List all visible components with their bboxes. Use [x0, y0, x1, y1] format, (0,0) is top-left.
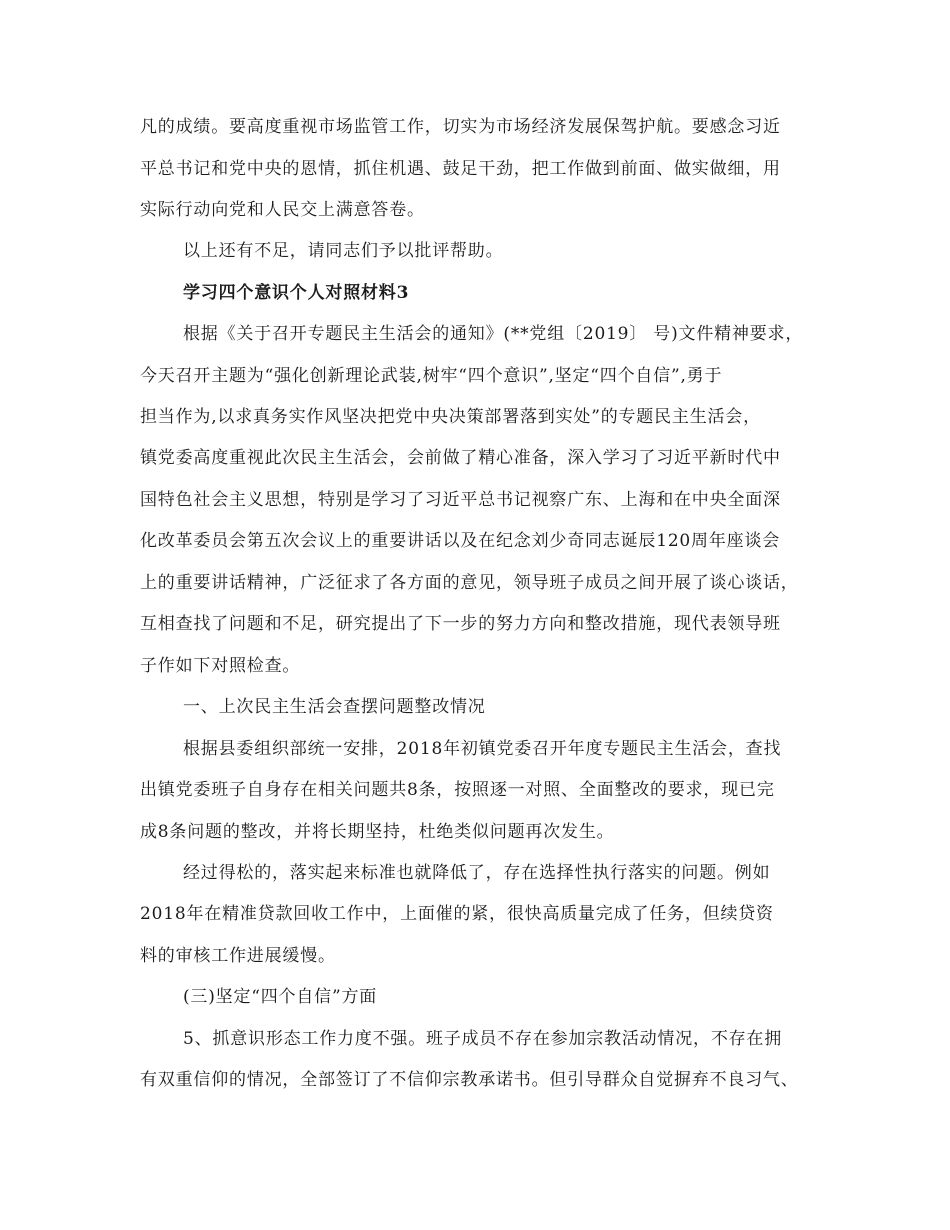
- text-line: 子作如下对照检查。: [140, 656, 301, 676]
- text-line: 成8条问题的整改，并将长期坚持，杜绝类似问题再次发生。: [140, 822, 615, 842]
- text-line: 出镇党委班子自身存在相关问题共8条，按照逐一对照、全面整改的要求，现已完: [140, 780, 775, 800]
- text-line: 互相查找了问题和不足，研究提出了下一步的努力方向和整改措施，现代表领导班: [140, 614, 781, 634]
- text-line: 镇党委高度重视此次民主生活会，会前做了精心准备，深入学习了习近平新时代中: [140, 448, 781, 468]
- text-line: 实际行动向党和人民交上满意答卷。: [140, 200, 425, 220]
- text-line: 以上还有不足，请同志们予以批评帮助。: [183, 241, 504, 261]
- text-line: 料的审核工作进展缓慢。: [140, 946, 336, 966]
- text-line: 上的重要讲话精神，广泛征求了各方面的意见，领导班子成员之间开展了谈心谈话，: [140, 573, 799, 593]
- subsection-heading: (三)坚定“四个自信”方面: [183, 987, 378, 1007]
- text-line: 经过得松的，落实起来标准也就降低了，存在选择性执行落实的问题。例如: [183, 863, 771, 883]
- text-line: 凡的成绩。要高度重视市场监管工作，切实为市场经济发展保驾护航。要感念习近: [140, 117, 781, 137]
- text-line: 化改革委员会第五次会议上的重要讲话以及在纪念刘少奇同志诞辰120周年座谈会: [140, 531, 781, 551]
- text-line: 国特色社会主义思想，特别是学习了习近平总书记视察广东、上海和在中央全面深: [140, 490, 781, 510]
- text-line: 今天召开主题为“强化创新理论武装,树牢“四个意识”,坚定“四个自信”,勇于: [140, 366, 723, 386]
- text-line: 根据《关于召开专题民主生活会的通知》(**党组〔2019〕 号)文件精神要求，: [183, 324, 804, 344]
- text-line: 根据县委组织部统一安排，2018年初镇党委召开年度专题民主生活会，查找: [183, 739, 782, 759]
- text-line: 5、抓意识形态工作力度不强。班子成员不存在参加宗教活动情况，不存在拥: [183, 1029, 783, 1049]
- subsection-heading: 一、上次民主生活会查摆问题整改情况: [183, 697, 486, 717]
- text-line: 2018年在精准贷款回收工作中，上面催的紧，很快高质量完成了任务，但续贷资: [140, 904, 774, 924]
- text-line: 担当作为,以求真务实作风坚决把党中央决策部署落到实处”的专题民主生活会，: [140, 407, 761, 427]
- text-line: 有双重信仰的情况，全部签订了不信仰宗教承诺书。但引导群众自觉摒弃不良习气、: [140, 1070, 799, 1090]
- section-heading: 学习四个意识个人对照材料3: [183, 283, 410, 303]
- text-line: 平总书记和党中央的恩情，抓住机遇、鼓足干劲，把工作做到前面、做实做细，用: [140, 159, 781, 179]
